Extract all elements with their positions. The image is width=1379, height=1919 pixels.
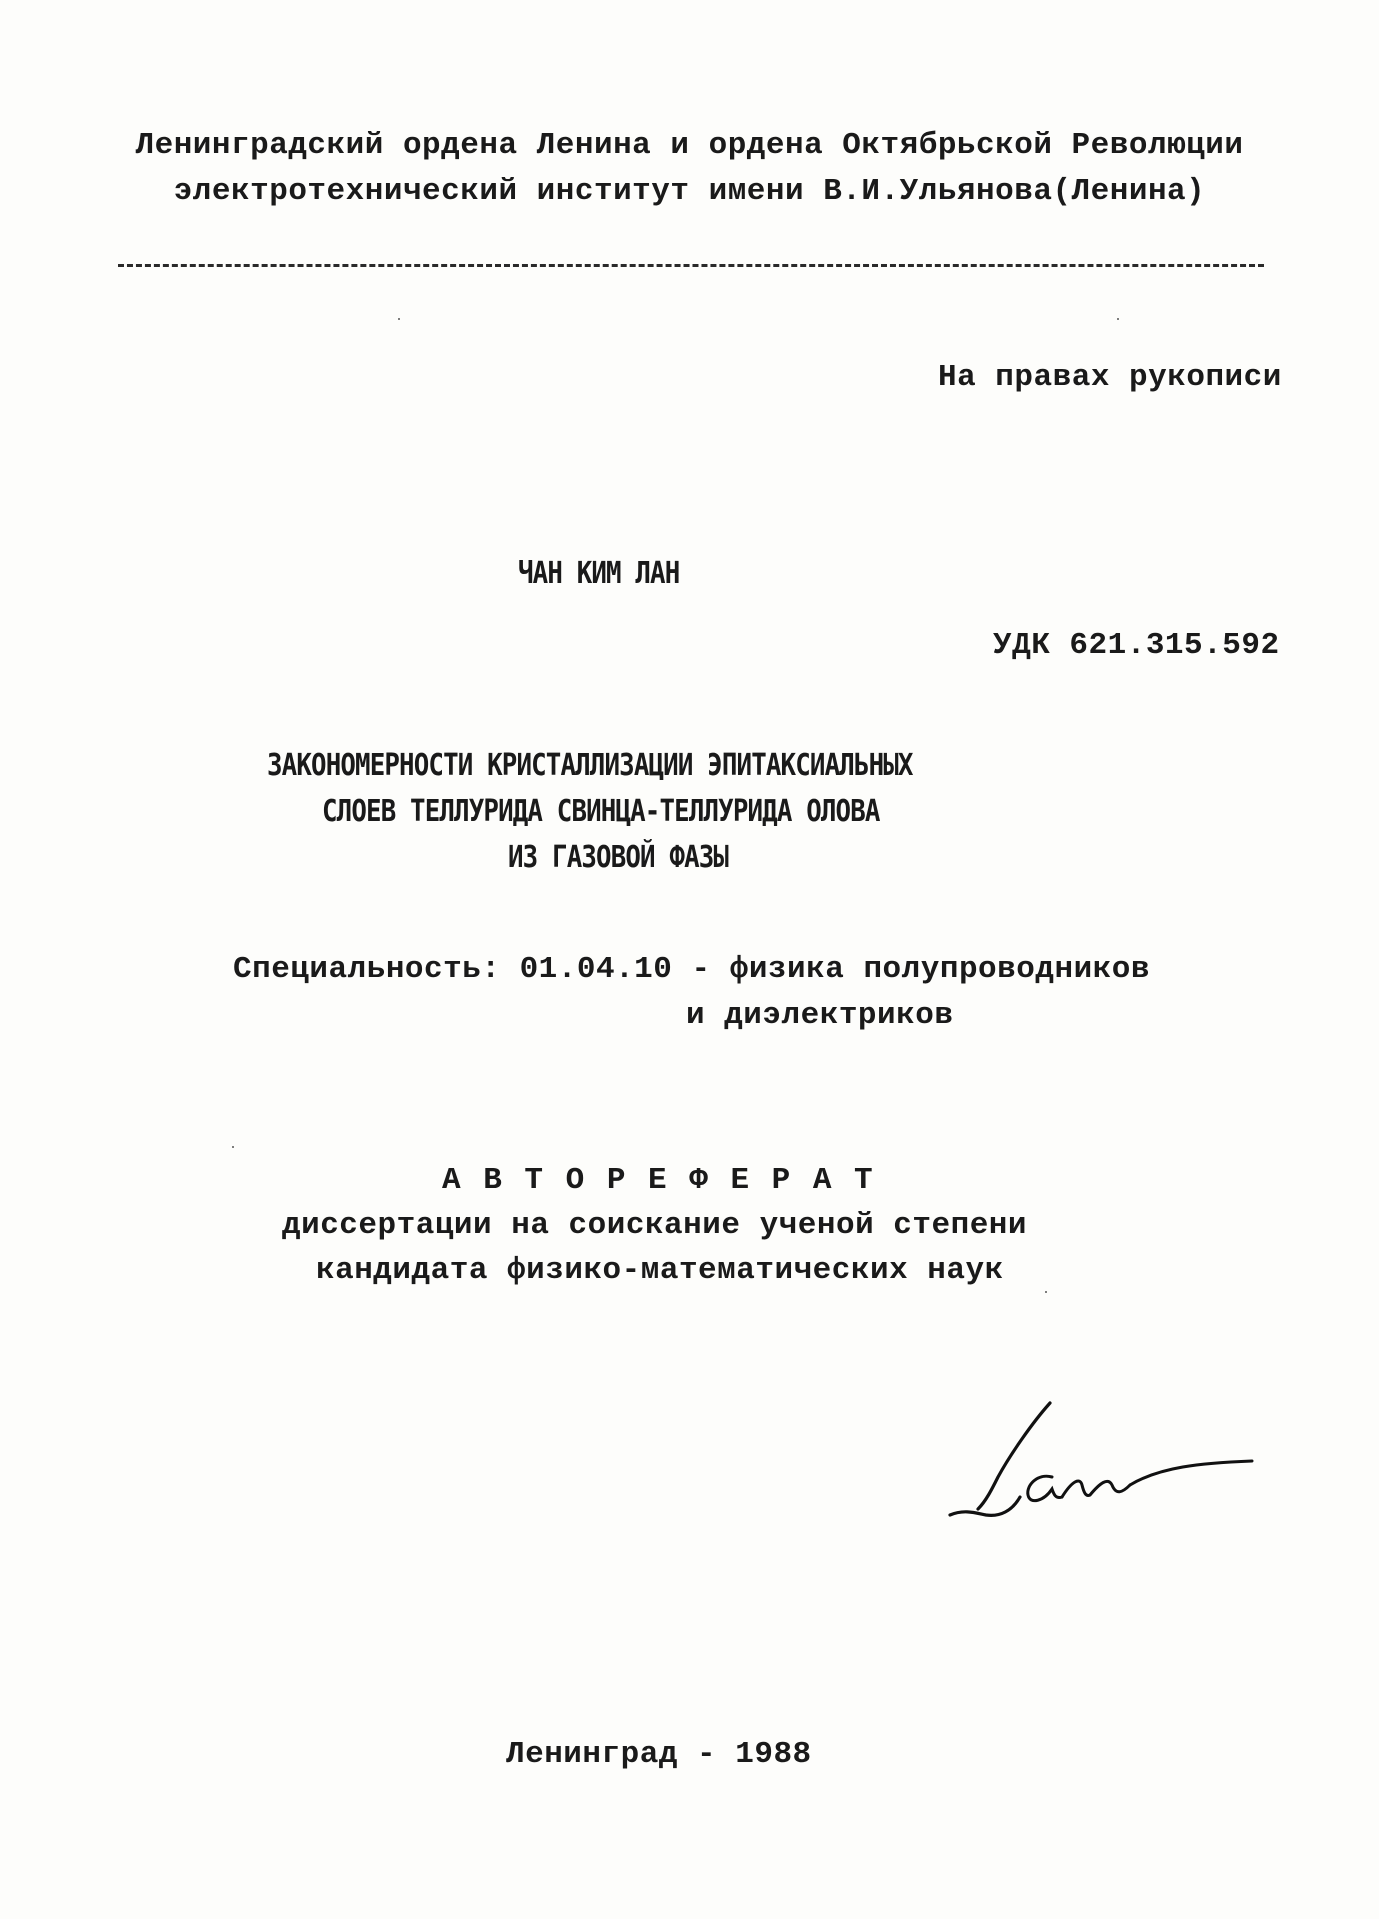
dissertation-line-2: кандидата физико-математических наук xyxy=(316,1253,1004,1288)
specialty-dash: - xyxy=(691,952,711,987)
manuscript-rights-note: На правах рукописи xyxy=(938,360,1282,395)
dissertation-line-1: диссертации на соискание ученой степени xyxy=(282,1208,1028,1243)
title-line-3: ИЗ ГАЗОВОЙ ФАЗЫ xyxy=(508,840,729,875)
place-and-year: Ленинград - 1988 xyxy=(506,1737,812,1772)
scan-speck xyxy=(398,318,400,320)
udc-code: УДК 621.315.592 xyxy=(993,628,1280,663)
title-line-1: ЗАКОНОМЕРНОСТИ КРИСТАЛЛИЗАЦИИ ЭПИТАКСИАЛЬНЫХ xyxy=(267,748,913,783)
specialty-name-line-2: и диэлектриков xyxy=(686,998,954,1033)
institution-line-2: электротехнический институт имени В.И.Ульянова(Ленина) xyxy=(173,174,1206,209)
institution-line-1: Ленинградский ордена Ленина и ордена Октябрьской Революции xyxy=(135,128,1244,163)
handwritten-signature xyxy=(940,1385,1260,1525)
header-divider xyxy=(118,264,1264,267)
title-line-2: СЛОЕВ ТЕЛЛУРИДА СВИНЦА-ТЕЛЛУРИДА ОЛОВА xyxy=(322,794,880,829)
scan-speck xyxy=(1117,318,1119,320)
scan-speck xyxy=(1045,1291,1047,1293)
specialty-code: 01.04.10 xyxy=(519,952,673,987)
author-name: ЧАН КИМ ЛАН xyxy=(518,556,680,591)
scan-speck xyxy=(232,1146,234,1148)
specialty-name-line-1: физика полупроводников xyxy=(729,952,1150,987)
autoreferat-heading: А В Т О Р Е Ф Е Р А Т xyxy=(442,1163,875,1198)
specialty-label: Специальность: xyxy=(233,952,501,987)
